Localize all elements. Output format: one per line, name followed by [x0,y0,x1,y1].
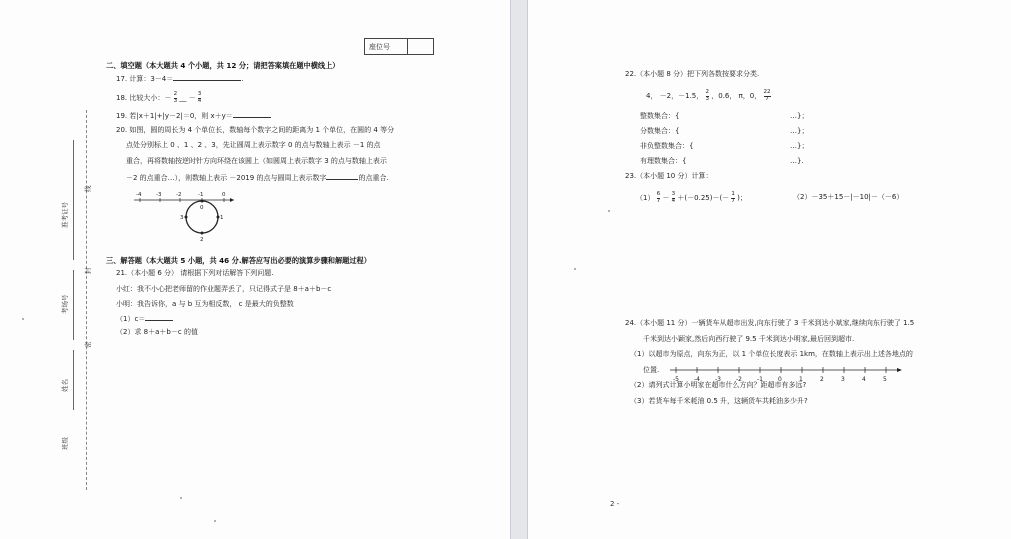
fraction: $\frac{3}{4}$ [671,191,676,204]
question-23-part-1: （1） $\frac{6}{7}$ － $\frac{3}{4}$ ＋(－0.25)－(－ $\frac{1}{7}$ )； [636,191,747,204]
tick-label: -2 [176,192,182,198]
set-fraction-end: …}； [790,127,809,135]
page-gap [510,0,528,539]
margin-label-room: 考场号 [61,294,69,314]
axis-tick-label: 4 [862,376,866,383]
axis-tick-label: 2 [820,376,824,383]
fraction: $\frac{6}{7}$ [656,191,661,204]
axis-tick-label: 0 [778,376,782,383]
circle-point [201,232,204,235]
axis-tick-label: -1 [757,376,763,383]
axis-arrow [897,368,902,372]
margin-label-class: 班级 [61,437,69,450]
margin-line [73,270,74,340]
tick-label: 0 [222,192,226,198]
axis-tick-label: -2 [736,376,742,383]
question-24-part-3: （3）若货车每千米耗油 0.5 升，这辆货车共耗油多少升? [630,397,808,405]
fraction: $\frac{22}{7}$ [763,89,771,102]
question-20-line-4: －2 的点重合…），则数轴上表示 －2019 的点与圆周上表示数字 的点重合. [126,174,389,182]
question-21-part-2: （2）求 8＋a＋b－c 的值 [116,328,198,336]
circle-label: 2 [200,237,204,243]
right-document-page [528,0,1011,539]
scan-speck [608,210,610,212]
margin-line [73,350,74,410]
fraction: $\frac{2}{3}$ [173,91,178,104]
set-rational-end: …}. [790,157,804,165]
margin-mark-line: 线 [84,185,92,192]
question-24-line-1: 24.（本小题 11 分）一辆货车从超市出发,向东行驶了 3 千米到达小斌家,继续向东行驶了 1.5 [625,319,915,327]
question-22-title: 22.（本小题 8 分）把下列各数按要求分类. [625,70,760,78]
axis-tick-label: -5 [673,376,679,383]
fraction: $\frac{2}{3}$ [705,89,709,102]
margin-line [73,140,74,260]
question-18: 18. 比较大小：－ $\frac{2}{3}$ __ － $\frac{3}{4}$ [116,91,202,104]
tick-label: -3 [156,192,162,198]
seat-label: 座位号 [369,43,390,51]
question-19: 19. 若|x＋1|+|y－2|＝0，则 x＋y＝ [116,111,271,121]
arrow-head [230,198,234,202]
circle-label: 0 [200,205,204,211]
question-24-part-1: （1）以超市为原点，向东为正，以 1 个单位长度表示 1km，在数轴上表示出上述各地点的 [630,350,913,358]
answer-blank [145,314,173,321]
set-integer-end: …}； [790,112,809,120]
circle-point [185,216,188,219]
fraction: $\frac{1}{7}$ [731,191,735,204]
set-nonnegative-integer: 非负整数集合：{ [640,142,694,150]
circle-label: 3 [180,215,184,221]
scan-speck [22,318,24,320]
question-21-title: 21.（本小题 6 分） 请根据下列对话解答下列问题. [116,269,274,277]
margin-label-exam-number: 准考证号 [61,202,69,228]
set-fraction: 分数集合：{ [640,127,680,135]
scan-speck [574,268,576,270]
set-integer: 整数集合：{ [640,112,680,120]
axis-tick-label: 3 [841,376,845,383]
question-23-title: 23.（本小题 10 分）计算： [625,172,713,180]
question-21-part-1: （1）c＝ [116,314,173,324]
question-20-line-3: 重合，再将数轴按逆时针方向环绕在该圆上（如圆周上表示数字 3 的点与数轴上表示 [126,157,387,165]
axis-tick-label: -3 [715,376,721,383]
question-24-line-2: 千米到达小颖家,然后向西行驶了 9.5 千米到达小明家,最后回到超市. [643,335,855,343]
margin-mark-secret: 密 [84,341,92,348]
axis-tick-label: -4 [694,376,700,383]
tick-label: -1 [198,192,204,198]
question-21-line-2: 小红：我不小心把老师留的作业题弄丢了，只记得式子是 8＋a＋b－c [116,285,332,293]
set-nonnegative-integer-end: …}； [790,142,809,150]
seat-number-box [364,38,434,55]
question-21-line-3: 小明：我告诉你，a 与 b 互为相反数， c 是最大的负整数 [116,300,294,308]
page-number: 2 - [610,500,620,508]
section-2-title: 二、填空题（本大题共 4 个小题，共 12 分；请把答案填在题中横线上） [106,61,340,70]
fraction: $\frac{3}{4}$ [197,91,202,104]
tick-label: -4 [136,192,142,198]
margin-mark-seal: 封 [84,267,92,274]
question-17: 17. 计算：3－4＝ . [116,75,244,83]
circle-label: 1 [220,215,224,221]
question-24-position: 位置. [643,366,660,374]
answer-blank [233,111,271,118]
axis-tick-label: 5 [883,376,887,383]
question-22-numbers: 4， －2，－1.5， $\frac{2}{3}$ ，0.6， π，0， $\frac{22}{7}$ [646,89,771,102]
axis-tick-label: 1 [799,376,803,383]
margin-label-name: 姓名 [61,379,69,392]
question-23-part-2: （2）－35＋15－|－10|－（－6） [793,193,904,201]
answer-blank [173,74,241,81]
section-3-title: 三、解答题（本大题共 5 小题，共 46 分.解答应写出必要的演算步骤和解题过程） [106,256,371,265]
binding-dashed-line [86,110,87,490]
circle-number-line-figure [130,190,240,246]
answer-blank [326,173,358,180]
set-rational: 有理数集合：{ [640,157,687,165]
question-24-part-2: （2）请列式计算小明家在超市什么方向？距超市有多远? [630,381,807,389]
question-20-line-2: 点处分别标上 0 、1 、2 、3，先让圆周上表示数字 0 的点与数轴上表示 －1 的点 [126,141,381,149]
circle-point [201,200,204,203]
scan-speck [214,520,216,522]
scan-speck [180,497,182,499]
question-20-line-1: 20. 如图，圆的周长为 4 个单位长，数轴每个数字之间的距离为 1 个单位，在圆的 4 等分 [116,126,395,134]
